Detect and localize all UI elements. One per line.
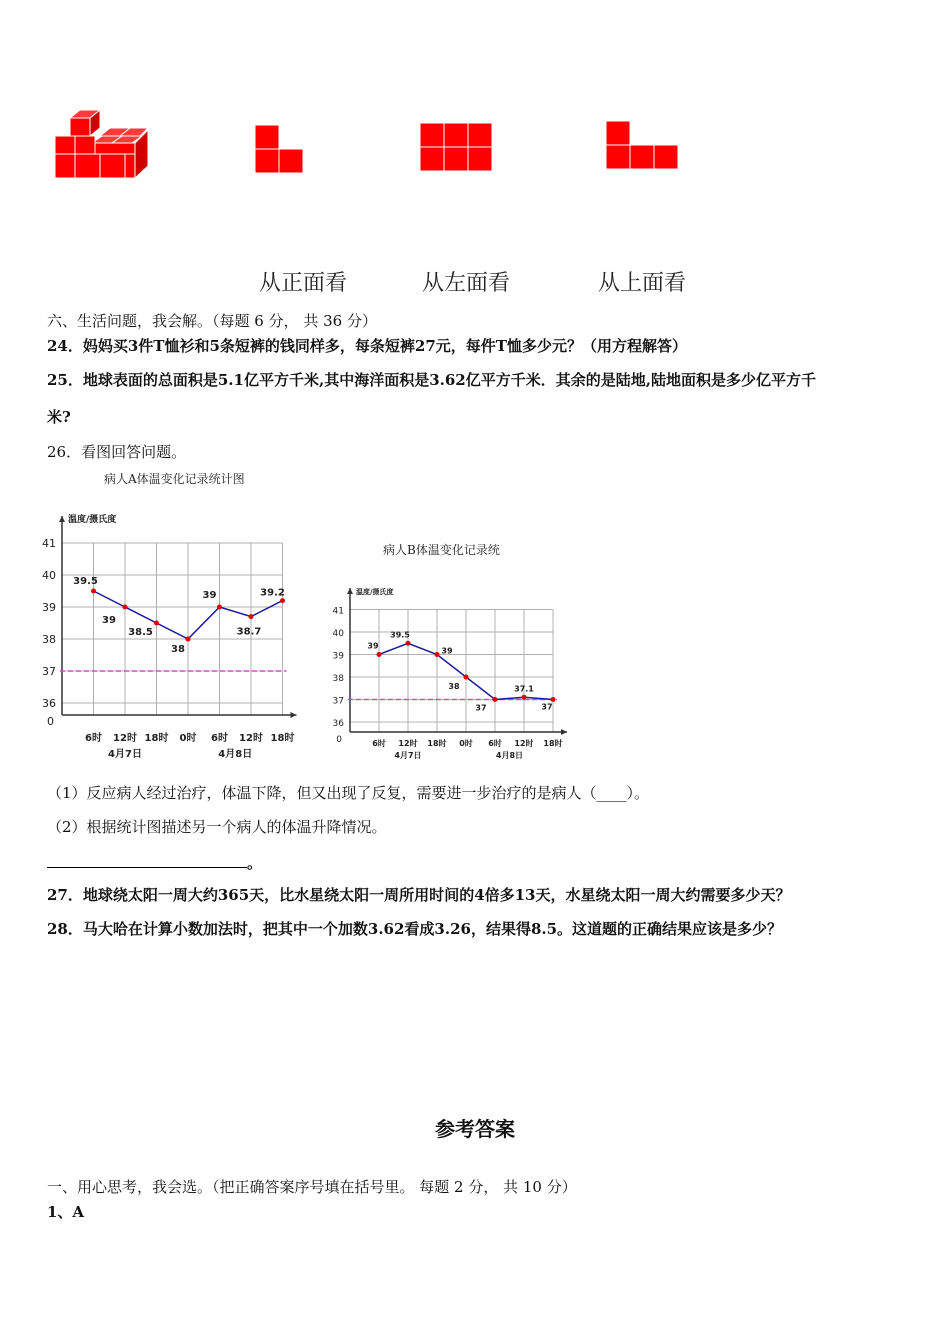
data-point [249, 614, 254, 619]
data-point [406, 641, 411, 646]
data-point [123, 605, 128, 610]
data-point [493, 697, 498, 702]
x-axis-arrow [561, 729, 567, 735]
chart-b-title: 病人B体温变化记录统 [383, 543, 500, 557]
data-label: 39.5 [390, 630, 410, 640]
data-point [435, 652, 440, 657]
x-tick-label: 18时 [427, 739, 447, 748]
data-label: 39 [102, 615, 116, 626]
data-point [217, 605, 222, 610]
x-tick-label: 0时 [179, 733, 197, 744]
x-tick-label: 6时 [488, 739, 502, 748]
data-label: 37 [475, 703, 487, 713]
chart-a [40, 508, 340, 768]
data-point [186, 637, 191, 642]
question-27: 27．地球绕太阳一周大约365天，比水星绕太阳一周所用时间的4倍多13天，水星绕太阳一周大约需要多少天？ [47, 886, 791, 904]
y-tick-label: 38 [332, 674, 344, 684]
left-view-label: 从左面看 [422, 271, 511, 296]
x-tick-label: 12时 [239, 733, 263, 744]
y-tick-label: 41 [42, 537, 56, 550]
chart-b [328, 582, 590, 764]
date-label: 4月8日 [495, 751, 524, 760]
x-tick-label: 0时 [459, 739, 473, 748]
origin-label: 0 [336, 735, 342, 745]
y-tick-label: 37 [332, 696, 344, 707]
top-view-label: 从上面看 [598, 271, 687, 296]
data-point [522, 695, 527, 700]
data-label: 38 [171, 644, 185, 655]
y-axis-label: 温度/摄氏度 [356, 588, 394, 596]
data-label: 39 [367, 641, 379, 651]
data-label: 38.7 [236, 626, 262, 638]
x-tick-label: 6时 [85, 733, 102, 744]
question-25-line2: 米? [47, 408, 71, 426]
y-tick-label: 39 [332, 651, 344, 662]
answers-section1: 一、用心思考，我会选。（把正确答案序号填在括号里。 每题 2 分， 共 10 分） [47, 1178, 577, 1196]
question-26-sub2: （2）根据统计图描述另一个病人的体温升降情况。 [47, 818, 387, 836]
x-tick-label: 12时 [398, 739, 418, 748]
y-tick-label: 40 [332, 629, 344, 639]
y-tick-label: 38 [42, 633, 56, 646]
x-tick-label: 18时 [270, 733, 295, 744]
cube-3d-figure [50, 108, 150, 184]
question-24: 24．妈妈买3件T恤衫和5条短裤的钱同样多，每条短裤27元，每件T恤多少元？（用方程解答） [47, 337, 687, 355]
data-point [464, 675, 469, 680]
answer-blank[interactable] [47, 851, 247, 868]
data-label: 37.1 [514, 684, 534, 694]
x-tick-label: 18时 [543, 739, 563, 748]
x-tick-label: 6时 [372, 739, 386, 748]
date-label: 4月7日 [108, 749, 142, 760]
x-tick-label: 12时 [113, 733, 137, 744]
y-tick-label: 41 [332, 606, 344, 617]
section-heading: 六、生活问题，我会解。（每题 6 分， 共 36 分） [47, 312, 377, 330]
data-point [377, 652, 382, 657]
y-tick-label: 40 [42, 569, 56, 582]
date-label: 4月8日 [218, 749, 253, 760]
answer-1: 1、A [47, 1203, 85, 1221]
front-view-figure [254, 124, 306, 176]
left-view-figure [419, 122, 495, 174]
y-axis-arrow [347, 588, 353, 594]
data-label: 38.5 [128, 627, 153, 638]
x-axis-arrow [291, 712, 297, 718]
data-label: 39.2 [260, 587, 285, 599]
question-26: 26．看图回答问题。 [47, 443, 187, 461]
x-tick-label: 18时 [144, 733, 169, 744]
answers-title: 参考答案 [435, 1117, 515, 1141]
data-point [551, 697, 556, 702]
x-tick-label: 6时 [211, 733, 228, 744]
y-axis-arrow [59, 516, 65, 522]
answer-blank-end: 。 [247, 854, 263, 872]
data-label: 39 [441, 646, 453, 656]
data-label: 38 [448, 682, 460, 691]
data-label: 39 [202, 590, 217, 601]
x-tick-label: 12时 [514, 739, 534, 748]
y-tick-label: 36 [332, 719, 344, 729]
data-point [280, 598, 285, 603]
front-view-label: 从正面看 [259, 271, 348, 296]
question-25-line1: 25．地球表面的总面积是5.1亿平方千米,其中海洋面积是3.62亿平方千米．其余的是陆地,陆地面积是多少亿平方千 [47, 371, 816, 389]
date-label: 4月7日 [394, 751, 422, 760]
data-point [154, 621, 159, 626]
origin-label: 0 [47, 715, 54, 728]
y-axis-label: 温度/摄氏度 [68, 515, 117, 525]
y-tick-label: 39 [42, 601, 56, 614]
data-label: 39.5 [73, 576, 98, 587]
y-tick-label: 36 [42, 697, 56, 710]
y-tick-label: 37 [42, 665, 56, 678]
chart-a-title: 病人A体温变化记录统计图 [104, 472, 245, 486]
answer-blank-line [47, 851, 262, 873]
top-view-figure [605, 120, 681, 172]
question-26-sub1: （1）反应病人经过治疗，体温下降，但又出现了反复，需要进一步治疗的是病人（____）。 [47, 784, 650, 802]
data-point [91, 589, 96, 594]
data-label: 37 [541, 702, 553, 712]
question-28: 28．马大哈在计算小数加法时，把其中一个加数3.62看成3.26，结果得8.5。这道题的正确结果应该是多少？ [47, 920, 783, 938]
